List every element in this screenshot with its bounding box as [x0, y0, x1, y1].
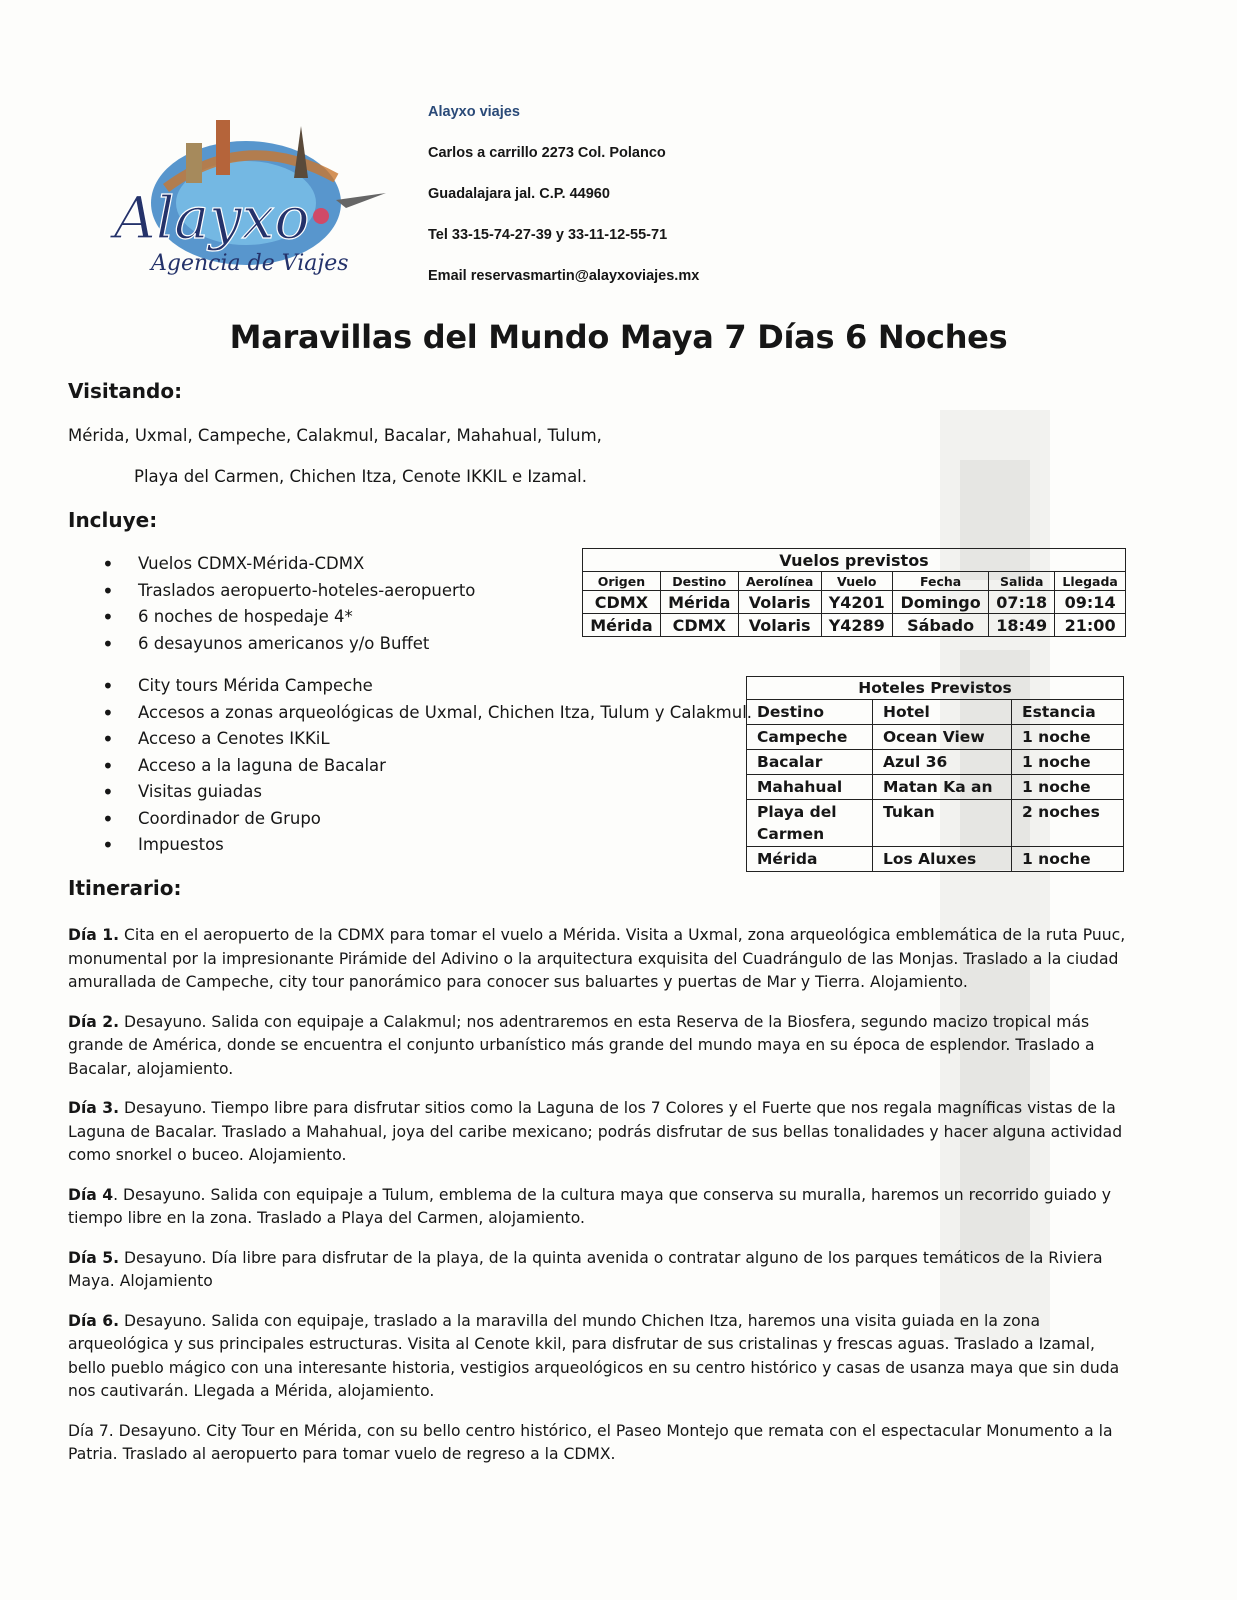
day-text: Desayuno. Día libre para disfrutar de la playa, de la quinta avenida o contratar alguno de los parques temáticos de la Riviera Maya. Alojamiento [68, 1248, 1103, 1290]
agency-phone: Tel 33-15-74-27-39 y 33-11-12-55-71 [428, 227, 668, 243]
itinerary-day [68, 1184, 1128, 1231]
hotels-caption: Hoteles Previstos [747, 677, 1124, 700]
flights-header: Aerolínea [738, 572, 821, 591]
table-row [747, 847, 1124, 872]
table-cell: Matan Ka an [873, 775, 1012, 800]
visiting-line2: Playa del Carmen, Chichen Itza, Cenote IKKIL e Izamal. [134, 467, 588, 486]
visiting-heading: Visitando: [68, 379, 183, 403]
list-item: • Acceso a Cenotes IKKiL [68, 726, 752, 753]
day-text: Desayuno. Salida con equipaje, traslado a la maravilla del mundo Chichen Itza, haremos una visita guiada en la zona arqueológica y sus principales estructuras. Visita al Cenote kkil, para disfrutar de sus cristalinas y frescas aguas. Traslado a Izamal, bello pueblo mágico con una interesante historia, vestigios arqueológicos en su centro histórico y casas de usanza maya que sin duda nos cautivarán. Llegada a Mérida, alojamiento. [68, 1311, 1120, 1400]
list-item: • Acceso a la laguna de Bacalar [68, 753, 752, 780]
flights-header: Llegada [1055, 572, 1126, 591]
table-cell: Y4201 [821, 591, 892, 614]
agency-name: Alayxo viajes [428, 104, 520, 120]
table-cell: 1 noche [1012, 750, 1124, 775]
day-label: Día 1. [68, 926, 120, 944]
agency-info [428, 105, 699, 310]
itinerary-day [68, 1247, 1128, 1294]
list-item: • Accesos a zonas arqueológicas de Uxmal, Chichen Itza, Tulum y Calakmul. [68, 700, 752, 727]
itinerary-day [68, 1011, 1128, 1082]
includes-heading: Incluye: [68, 508, 158, 532]
day-label: Día 3. [68, 1099, 120, 1117]
includes-list-2 [68, 673, 752, 859]
agency-email[interactable]: Email reservasmartin@alayxoviajes.mx [428, 268, 700, 284]
table-cell: Tukan [873, 800, 1012, 847]
table-cell: Mérida [747, 847, 873, 872]
day-label: Día 2. [68, 1012, 120, 1031]
flights-header: Origen [583, 572, 661, 591]
day-text: . Desayuno. Salida con equipaje a Tulum, emblema de la cultura maya que conserva su muralla, haremos un recorrido guiado y tiempo libre en la zona. Traslado a Playa del Carmen, alojamiento. [68, 1185, 1111, 1227]
table-row [747, 775, 1124, 800]
table-cell: Mérida [583, 614, 661, 637]
list-item: • 6 desayunos americanos y/o Buffet [68, 631, 475, 658]
list-item: • Impuestos [68, 832, 752, 859]
flights-header: Destino [660, 572, 738, 591]
table-cell: CDMX [583, 591, 661, 614]
hotels-header: Destino [747, 700, 873, 725]
table-cell: Y4289 [821, 614, 892, 637]
table-row [583, 614, 1126, 637]
table-cell: Campeche [747, 725, 873, 750]
flights-header: Vuelo [821, 572, 892, 591]
table-cell: 1 noche [1012, 775, 1124, 800]
agency-address-line2: Guadalajara jal. C.P. 44960 [428, 186, 610, 202]
list-item: • Coordinador de Grupo [68, 806, 752, 833]
table-cell: 07:18 [989, 591, 1055, 614]
day-label: Día 4 [68, 1185, 114, 1204]
flights-caption: Vuelos previstos [583, 549, 1126, 572]
itinerary-day [68, 1420, 1128, 1467]
includes-list-1 [68, 551, 475, 657]
agency-address-line1: Carlos a carrillo 2273 Col. Polanco [428, 145, 666, 161]
table-row [747, 750, 1124, 775]
table-cell: Playa del Carmen [747, 800, 873, 847]
list-item: • Vuelos CDMX-Mérida-CDMX [68, 551, 475, 578]
table-row [583, 591, 1126, 614]
table-cell: Bacalar [747, 750, 873, 775]
logo-wordmark: Alayxo [114, 184, 310, 252]
hotels-table [746, 676, 1124, 872]
table-cell: Mérida [660, 591, 738, 614]
page-title: Maravillas del Mundo Maya 7 Días 6 Noches [229, 318, 1008, 356]
list-item: • Traslados aeropuerto-hoteles-aeropuerto [68, 578, 475, 605]
flights-header: Fecha [892, 572, 988, 591]
table-cell: 1 noche [1012, 725, 1124, 750]
table-cell: Azul 36 [873, 750, 1012, 775]
table-cell: 09:14 [1055, 591, 1126, 614]
itinerary-days [68, 924, 1128, 1483]
flights-header: Salida [989, 572, 1055, 591]
table-cell: Volaris [738, 591, 821, 614]
day-label: Día 5. [68, 1248, 120, 1267]
table-row [747, 800, 1124, 847]
table-cell: 2 noches [1012, 800, 1124, 847]
table-cell: 1 noche [1012, 847, 1124, 872]
table-cell: Volaris [738, 614, 821, 637]
itinerary-day [68, 924, 1128, 995]
hotels-header: Hotel [873, 700, 1012, 725]
table-cell: Ocean View [873, 725, 1012, 750]
table-cell: Los Aluxes [873, 847, 1012, 872]
visiting-line1: Mérida, Uxmal, Campeche, Calakmul, Bacalar, Mahahual, Tulum, [68, 426, 602, 445]
table-cell: Mahahual [747, 775, 873, 800]
hotels-header: Estancia [1012, 700, 1124, 725]
flights-table [582, 548, 1126, 637]
table-cell: Sábado [892, 614, 988, 637]
table-row [747, 725, 1124, 750]
list-item: • Visitas guiadas [68, 779, 752, 806]
itinerary-day [68, 1310, 1128, 1404]
day-text: Desayuno. Tiempo libre para disfrutar sitios como la Laguna de los 7 Colores y el Fuerte que nos regala magníficas vistas de la Laguna de Bacalar. Traslado a Mahahual, joya del caribe mexicano; podrás disfrutar de sus bellas tonalidades y hacer alguna actividad como snorkel o buceo. Alojamiento. [68, 1099, 1123, 1164]
table-cell: CDMX [660, 614, 738, 637]
day-text: Desayuno. Salida con equipaje a Calakmul; nos adentraremos en esta Reserva de la Biosfera, segundo macizo tropical más grande de América, donde se encuentra el conjunto urbanístico más grande del mundo maya en su época de esplendor. Traslado a Bacalar, alojamiento. [68, 1012, 1095, 1078]
agency-logo [96, 108, 396, 288]
list-item: • 6 noches de hospedaje 4* [68, 604, 475, 631]
itinerary-day [68, 1097, 1128, 1168]
day-text: Cita en el aeropuerto de la CDMX para tomar el vuelo a Mérida. Visita a Uxmal, zona arqueológica emblemática de la ruta Puuc, monumental por la impresionante Pirámide del Adivino o la arquitectura exquisita del Cuadrángulo de las Monjas. Traslado a la ciudad amurallada de Campeche, city tour panorámico para conocer sus baluartes y puertas de Mar y Tierra. Alojamiento. [68, 926, 1126, 991]
logo-subtitle: Agencia de Viajes [151, 251, 349, 276]
day-label: Día 6. [68, 1311, 120, 1330]
list-item: • City tours Mérida Campeche [68, 673, 752, 700]
table-cell: 21:00 [1055, 614, 1126, 637]
table-cell: 18:49 [989, 614, 1055, 637]
table-cell: Domingo [892, 591, 988, 614]
itinerary-heading: Itinerario: [68, 876, 182, 900]
day-text: Día 7. Desayuno. City Tour en Mérida, con su bello centro histórico, el Paseo Montejo que remata con el espectacular Monumento a la Patria. Traslado al aeropuerto para tomar vuelo de regreso a la CDMX. [68, 1421, 1113, 1463]
